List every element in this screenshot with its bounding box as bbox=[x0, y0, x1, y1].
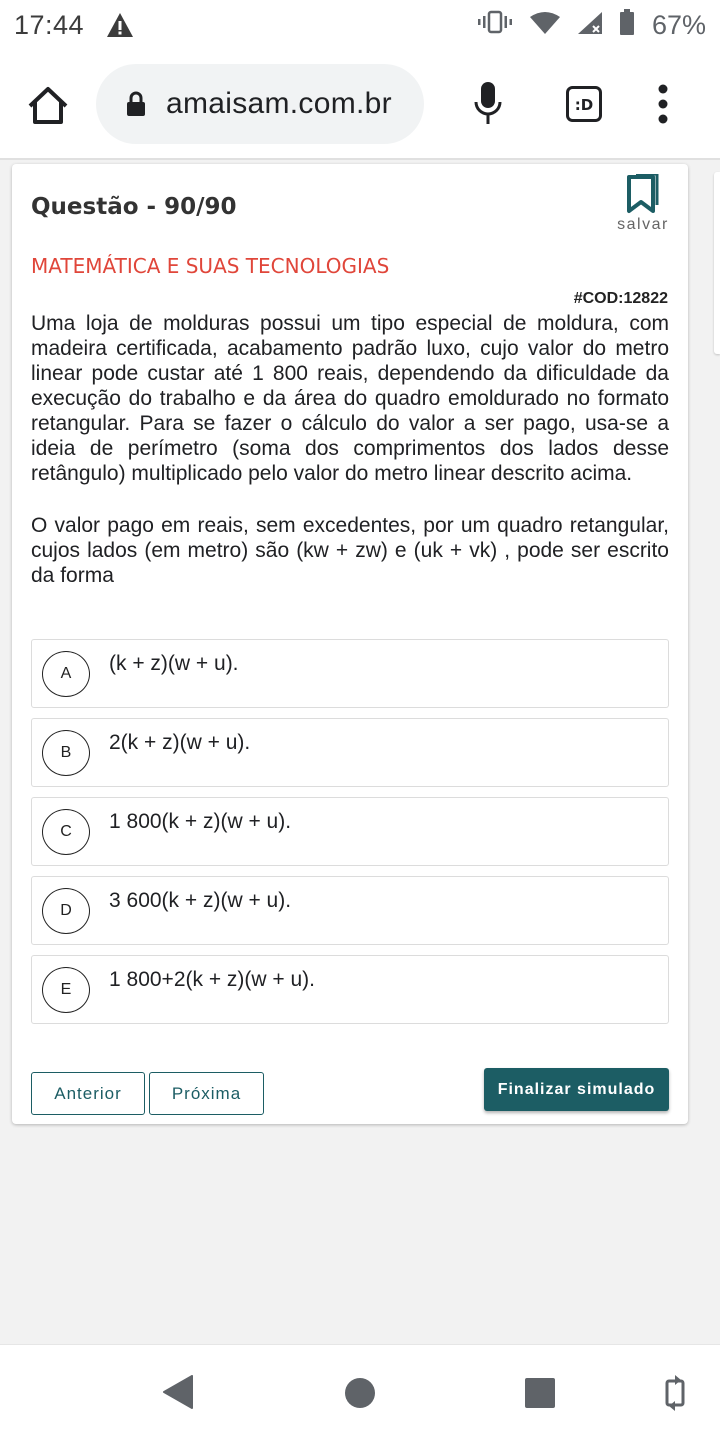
bookmark-icon bbox=[612, 174, 674, 214]
option-text: 1 800(k + z)(w + u). bbox=[109, 810, 292, 833]
back-icon[interactable] bbox=[162, 1375, 194, 1414]
browser-toolbar bbox=[0, 50, 720, 160]
option-d[interactable] bbox=[31, 876, 669, 945]
save-button[interactable] bbox=[612, 174, 674, 238]
option-text: 2(k + z)(w + u). bbox=[109, 731, 251, 754]
battery-icon bbox=[620, 9, 634, 42]
home-icon[interactable] bbox=[26, 84, 70, 128]
option-a[interactable] bbox=[31, 639, 669, 708]
status-time: 17:44 bbox=[14, 9, 85, 40]
question-statement bbox=[31, 311, 669, 588]
side-panel-edge bbox=[714, 172, 720, 354]
finish-exam-button[interactable]: Finalizar simulado bbox=[484, 1068, 669, 1111]
question-card bbox=[12, 164, 688, 1124]
rotate-icon[interactable] bbox=[662, 1375, 688, 1416]
option-text: 1 800+2(k + z)(w + u). bbox=[109, 968, 316, 991]
option-letter: A bbox=[42, 651, 90, 697]
statement-paragraph: O valor pago em reais, sem excedentes, por um quadro retangular, cujos lados (em metro) são (kw + zw) e (uk + vk) , pode ser escrito da forma bbox=[31, 514, 669, 587]
save-label: salvar bbox=[617, 216, 669, 233]
vibrate-icon bbox=[478, 10, 512, 41]
lock-icon bbox=[126, 91, 146, 117]
battery-percent: 67% bbox=[651, 9, 706, 40]
svg-text::D: :D bbox=[574, 96, 594, 114]
home-nav-icon[interactable] bbox=[344, 1377, 376, 1414]
question-title: Questão - 90/90 bbox=[31, 194, 237, 220]
subject-heading: MATEMÁTICA E SUAS TECNOLOGIAS bbox=[31, 254, 390, 278]
question-code: #COD:12822 bbox=[573, 290, 668, 307]
option-letter: C bbox=[42, 809, 90, 855]
option-e[interactable] bbox=[31, 955, 669, 1024]
wifi-icon bbox=[530, 10, 560, 41]
option-b[interactable] bbox=[31, 718, 669, 787]
option-text: 3 600(k + z)(w + u). bbox=[109, 889, 292, 912]
url-text: amaisam.com.br bbox=[166, 87, 392, 120]
overflow-menu-icon[interactable] bbox=[656, 84, 670, 124]
microphone-icon[interactable] bbox=[474, 82, 502, 126]
warning-icon bbox=[106, 12, 134, 38]
option-c[interactable] bbox=[31, 797, 669, 866]
option-letter: B bbox=[42, 730, 90, 776]
signal-icon bbox=[578, 10, 602, 41]
recents-icon[interactable] bbox=[524, 1377, 556, 1414]
option-letter: D bbox=[42, 888, 90, 934]
next-button[interactable]: Próxima bbox=[149, 1072, 264, 1115]
address-bar[interactable] bbox=[96, 64, 424, 144]
status-bar bbox=[0, 0, 720, 50]
option-text: (k + z)(w + u). bbox=[109, 652, 239, 675]
option-letter: E bbox=[42, 967, 90, 1013]
statement-paragraph: Uma loja de molduras possui um tipo especial de moldura, com madeira certificada, acabamento padrão luxo, cujo valor do metro linear pode custar até 1 800 reais, dependendo da dificuldade da execução do trabalho e da área do quadro emoldurado no formato retangular. Para se fazer o cálculo do valor a ser pago, usa-se a ideia de perímetro (soma dos comprimentos dos lados desse retângulo) multiplicado pelo valor do metro linear descrito acima. bbox=[31, 312, 669, 485]
tab-switcher-icon[interactable] bbox=[566, 86, 602, 122]
system-nav-bar bbox=[0, 1344, 720, 1440]
previous-button[interactable]: Anterior bbox=[31, 1072, 145, 1115]
